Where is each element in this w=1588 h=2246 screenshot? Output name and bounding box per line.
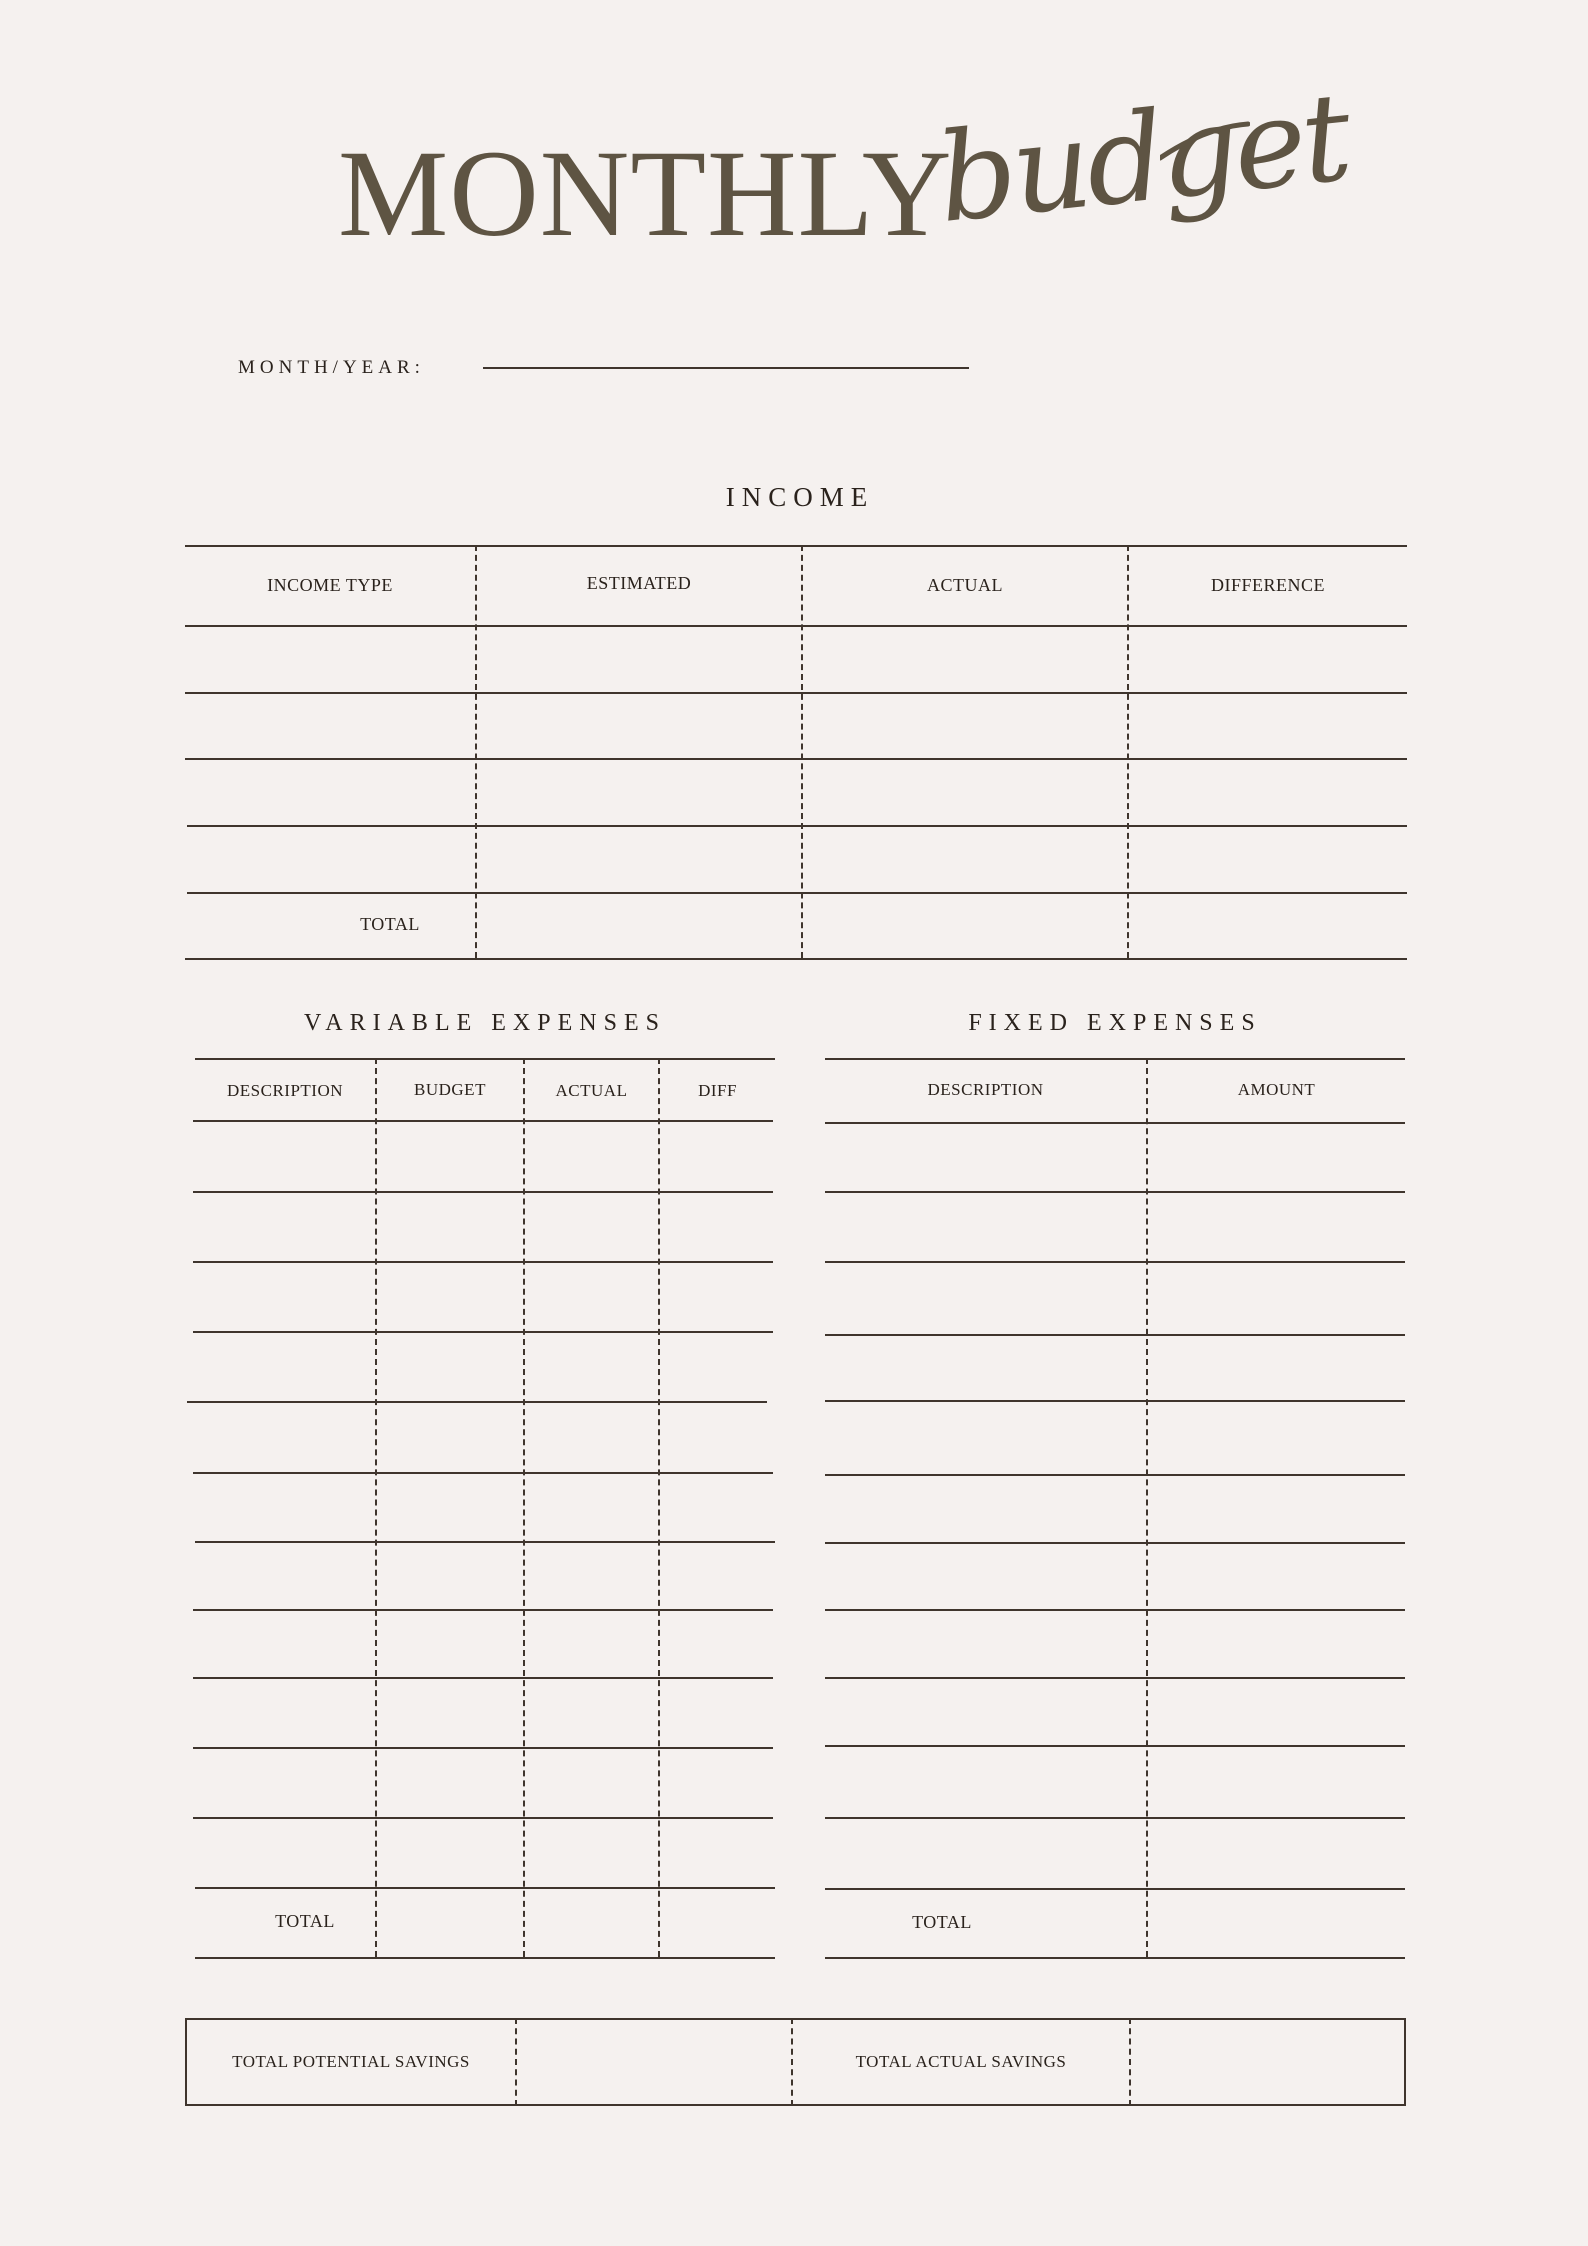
fixed-rule [825, 1888, 1405, 1890]
fixed-rule [825, 1122, 1405, 1124]
variable-header-budget: BUDGET [414, 1080, 486, 1099]
month-year-label: MONTH/YEAR: [238, 357, 425, 378]
variable-header-actual: ACTUAL [555, 1081, 628, 1100]
income-rule [187, 892, 1407, 894]
variable-expenses-title: VARIABLE EXPENSES [304, 1010, 666, 1036]
variable-rule [193, 1120, 773, 1122]
income-column-divider [475, 545, 477, 958]
variable-column-divider [658, 1058, 660, 1957]
savings-divider [1129, 2018, 1131, 2106]
variable-rule [193, 1677, 773, 1679]
variable-header-description: DESCRIPTION [226, 1081, 343, 1100]
fixed-rule [825, 1474, 1405, 1476]
variable-rule [195, 1541, 775, 1543]
variable-rule [187, 1401, 767, 1403]
fixed-expenses-title: FIXED EXPENSES [968, 1010, 1262, 1036]
fixed-rule [825, 1058, 1405, 1060]
page-title: MONTHLY [338, 125, 953, 262]
variable-rule [193, 1747, 773, 1749]
variable-rule [195, 1887, 775, 1889]
income-rule [187, 825, 1407, 827]
fixed-column-divider [1146, 1058, 1148, 1957]
income-title: INCOME [725, 482, 875, 512]
variable-total-label: TOTAL [275, 1911, 335, 1931]
variable-rule [193, 1817, 773, 1819]
income-rule [185, 545, 1407, 547]
income-header-difference: DIFFERENCE [1210, 575, 1325, 595]
fixed-header-description: DESCRIPTION [927, 1080, 1044, 1099]
variable-rule [193, 1261, 773, 1263]
fixed-rule [825, 1677, 1405, 1679]
variable-rule [193, 1331, 773, 1333]
variable-column-divider [375, 1058, 377, 1957]
income-column-divider [801, 545, 803, 958]
fixed-rule [825, 1191, 1405, 1193]
income-header-type: INCOME TYPE [267, 575, 393, 595]
savings-divider [515, 2018, 517, 2106]
variable-rule [193, 1191, 773, 1193]
income-column-divider [1127, 545, 1129, 958]
income-header-actual: ACTUAL [927, 575, 1003, 595]
fixed-rule [825, 1400, 1405, 1402]
variable-header-diff: DIFF [698, 1081, 737, 1100]
income-rule [185, 692, 1407, 694]
income-header-estimated: ESTIMATED [586, 573, 692, 593]
income-rule [185, 758, 1407, 760]
total-potential-savings-label: TOTAL POTENTIAL SAVINGS [232, 2052, 470, 2071]
page-title-script: budget [931, 65, 1354, 250]
variable-rule [193, 1472, 773, 1474]
fixed-rule [825, 1609, 1405, 1611]
variable-rule [193, 1609, 773, 1611]
fixed-rule [825, 1957, 1405, 1959]
variable-column-divider [523, 1058, 525, 1957]
fixed-header-amount: AMOUNT [1237, 1080, 1316, 1099]
title-flourish [1160, 118, 1250, 168]
fixed-rule [825, 1745, 1405, 1747]
fixed-total-label: TOTAL [912, 1912, 972, 1932]
income-total-label: TOTAL [360, 914, 420, 934]
fixed-rule [825, 1334, 1405, 1336]
income-rule [185, 958, 1407, 960]
variable-rule [195, 1058, 775, 1060]
fixed-rule [825, 1261, 1405, 1263]
variable-rule [195, 1957, 775, 1959]
total-actual-savings-label: TOTAL ACTUAL SAVINGS [855, 2052, 1067, 2071]
fixed-rule [825, 1542, 1405, 1544]
month-year-field[interactable] [483, 367, 969, 369]
fixed-rule [825, 1817, 1405, 1819]
income-rule [185, 625, 1407, 627]
